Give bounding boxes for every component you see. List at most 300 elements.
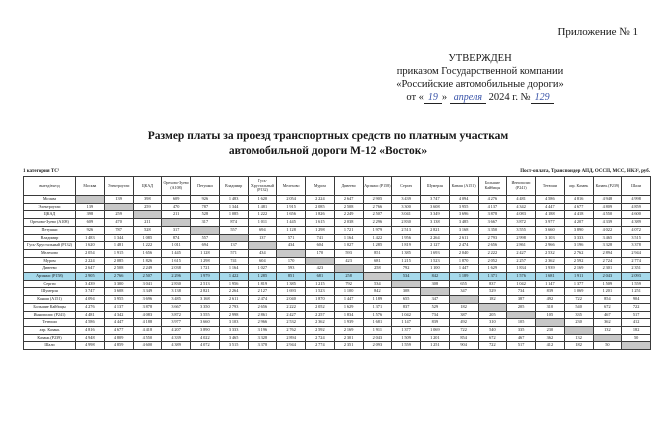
column-header: Большие Кайбицы [478,177,507,196]
toll-cell: 3 138 [162,288,191,296]
toll-cell: 2 592 [306,326,335,334]
toll-cell: 655 [392,296,421,304]
toll-cell: 609 [76,219,105,227]
toll-cell: 2 222 [277,303,306,311]
toll-cell: 741 [219,257,248,265]
toll-cell: 2 861 [248,311,277,319]
toll-cell: 2 169 [334,326,363,334]
toll-cell: 2 793 [219,303,248,311]
toll-cell: 1 422 [219,273,248,281]
column-header: Казань (Р239) [593,177,622,196]
row-label: Мелехово [24,249,76,257]
toll-cell: 1 620 [248,196,277,204]
toll-cell: 2 169 [564,265,593,273]
toll-cell: 4 998 [622,196,651,204]
toll-cell: 3 878 [478,211,507,219]
toll-cell: 1 128 [191,249,220,257]
toll-cell: 259 [133,203,162,211]
column-header: Иннополис (Р241) [507,177,536,196]
toll-cell: 4 550 [593,211,622,219]
approval-line-3: «Российские автомобильные дороги» [396,79,564,90]
toll-cell: 2 043 [363,334,392,342]
toll-cell: 2 474 [248,296,277,304]
toll-cell: 4 948 [76,334,105,342]
toll-cell: 4 998 [76,342,105,350]
toll-cell: 4 586 [76,319,105,327]
toll-cell: 3 465 [593,234,622,242]
toll-cell: 2 222 [478,249,507,257]
toll-cell [507,311,536,319]
toll-cell: 3 378 [248,342,277,350]
toll-cell: 4 948 [593,196,622,204]
toll-cell: 874 [219,219,248,227]
toll-cell: 211 [162,211,191,219]
column-header: Арзамас (Р158) [363,177,392,196]
toll-cell: 4 188 [536,211,565,219]
toll-cell [248,242,277,250]
toll-cell: 2 474 [449,242,478,250]
toll-cell: 4 342 [507,203,536,211]
toll-cell: 2 774 [306,342,335,350]
payment-methods-label: Пост-оплата, Транспондер АПД, ОССП, МСС, НКЗ², руб. [520,169,650,174]
toll-cell: 205 [507,303,536,311]
toll-cell: 3 138 [421,219,450,227]
toll-cell: 1 251 [421,342,450,350]
toll-cell: 398 [133,196,162,204]
toll-cell: 4 137 [104,303,133,311]
toll-cell: 1 042 [392,311,421,319]
toll-cell [334,265,363,273]
toll-cell: 528 [191,211,220,219]
toll-cell: 3 350 [478,226,507,234]
toll-cell: 2 093 [363,342,392,350]
toll-cell: 2 085 [104,257,133,265]
toll-cell: 470 [162,203,191,211]
table-row [24,326,651,334]
toll-cell: 1 164 [334,234,363,242]
toll-cell: 170 [277,257,306,265]
toll-cell: 412 [622,319,651,327]
toll-cell: 2 301 [593,265,622,273]
toll-cell: 1 576 [507,273,536,281]
toll-cell: 672 [593,303,622,311]
toll-cell: 517 [622,311,651,319]
toll-cell: 434 [277,242,306,250]
toll-cell: 4 342 [104,311,133,319]
toll-cell: 1 215 [306,280,335,288]
toll-cell: 230 [536,326,565,334]
toll-cell: 4 600 [622,211,651,219]
toll-cell: 492 [449,319,478,327]
toll-cell: 837 [478,280,507,288]
toll-cell: 528 [133,226,162,234]
toll-cell: 182 [622,326,651,334]
toll-cell: 1 147 [536,280,565,288]
toll-cell: 2 592 [564,257,593,265]
column-header: Тетюши [536,177,565,196]
toll-cell: 3 515 [622,234,651,242]
toll-cell: 1 870 [306,296,335,304]
column-header: Владимир [219,177,248,196]
toll-cell: 1 915 [104,249,133,257]
toll-cell: 839 [421,319,450,327]
toll-cell: 787 [104,226,133,234]
toll-cell: 741 [306,234,335,242]
toll-cell: 3 555 [191,311,220,319]
toll-cell: 1 826 [306,211,335,219]
table-row [24,280,651,288]
toll-cell: 2 774 [622,257,651,265]
toll-cell: 1 559 [622,280,651,288]
toll-cell: 3 485 [449,219,478,227]
toll-cell: 4 207 [564,219,593,227]
toll-cell: 540 [564,303,593,311]
toll-cell: 3 747 [76,288,105,296]
toll-cell: 3 333 [219,326,248,334]
toll-cell: 2 040 [277,296,306,304]
toll-cell: 3 300 [104,280,133,288]
column-header: Шумерля [421,177,450,196]
toll-cell: 335 [564,311,593,319]
row-label: Иннополис (Р241) [24,311,76,319]
toll-cell: 362 [593,319,622,327]
toll-cell: 2 127 [248,288,277,296]
toll-cell: 2 611 [449,234,478,242]
row-label: Электроугли [24,203,76,211]
toll-cell: 2 647 [334,196,363,204]
toll-cell: 2 249 [133,265,162,273]
toll-cell: 1 100 [334,288,363,296]
table-row [24,257,651,265]
toll-cell: 609 [162,196,191,204]
toll-cell: 50 [593,342,622,350]
toll-cell: 1 371 [478,273,507,281]
toll-cell: 2 762 [277,326,306,334]
toll-cell: 412 [536,342,565,350]
toll-cell: 2 257 [507,257,536,265]
toll-cell: 3 890 [191,326,220,334]
toll-cell: 1 615 [306,219,335,227]
toll-cell: 205 [478,311,507,319]
toll-cell: 904 [449,342,478,350]
toll-cell [162,219,191,227]
toll-cell: 2 656 [478,242,507,250]
toll-cell: 3 378 [622,242,651,250]
toll-cell: 3 465 [219,334,248,342]
toll-cell: 1 629 [334,303,363,311]
toll-cell: 1 915 [277,203,306,211]
toll-cell: 398 [76,211,105,219]
toll-cell: 467 [593,311,622,319]
toll-cell: 182 [564,342,593,350]
toll-cell: 3 955 [104,296,133,304]
toll-cell: 2 052 [478,257,507,265]
toll-cell: 4 816 [76,326,105,334]
toll-cell: 317 [191,219,220,227]
toll-cell: 4 137 [478,203,507,211]
column-header: ЦКАД [133,177,162,196]
toll-cell: 1 385 [392,249,421,257]
toll-cell: 1 483 [76,234,105,242]
toll-cell: 1 222 [133,242,162,250]
toll-cell: 1 509 [392,334,421,342]
toll-cell: 557 [191,234,220,242]
column-header: Петушки [191,177,220,196]
toll-cell: 1 011 [248,219,277,227]
toll-cell: 4 083 [133,311,162,319]
toll-cell: 3 103 [536,234,565,242]
toll-cell: 1 285 [248,273,277,281]
toll-cell: 3 872 [162,311,191,319]
toll-cell: 694 [248,226,277,234]
toll-cell: 1 681 [363,319,392,327]
toll-cell: 1 085 [133,234,162,242]
toll-cell: 1 721 [191,265,220,273]
toll-cell: 2 894 [277,334,306,342]
toll-cell: 2 296 [162,273,191,281]
toll-cell: 2 944 [622,249,651,257]
toll-cell: 2 127 [421,242,450,250]
toll-cell: 854 [449,334,478,342]
row-label: Муром [24,257,76,265]
toll-cell: 3 667 [162,303,191,311]
toll-cell: 3 878 [133,303,162,311]
toll-cell: 1 721 [334,226,363,234]
toll-cell: 2 724 [593,257,622,265]
toll-cell: 2 944 [277,342,306,350]
toll-cell: 258 [334,273,363,281]
toll-cell: 2 905 [363,196,392,204]
toll-cell: 132 [564,334,593,342]
table-row [24,249,651,257]
toll-cell: 317 [162,226,191,234]
toll-cell: 2 894 [593,249,622,257]
toll-cell: 3 196 [248,326,277,334]
toll-cell: 170 [306,249,335,257]
toll-cell [133,211,162,219]
row-label: Шали [24,342,76,350]
toll-cell: 2 085 [306,203,335,211]
toll-cell: 2 830 [162,280,191,288]
toll-cell: 2 966 [536,242,565,250]
row-label: Шумерля [24,288,76,296]
toll-cell: 4 072 [622,226,651,234]
toll-cell: 2 611 [219,296,248,304]
toll-cell: 387 [507,296,536,304]
toll-cell: 434 [248,249,277,257]
toll-cell: 4 816 [564,196,593,204]
toll-cell: 3 439 [392,196,421,204]
toll-cell: 842 [421,273,450,281]
toll-cell [363,273,392,281]
toll-cell: 2 362 [306,319,335,327]
toll-cell: 1 523 [421,257,450,265]
toll-cell: 2 766 [363,203,392,211]
toll-cell: 1 147 [392,319,421,327]
row-label: ЦКАД [24,211,76,219]
toll-cell: 2 513 [392,226,421,234]
toll-cell: 139 [104,196,133,204]
page-title-line-1: Размер платы за проезд транспортных средств по платным участкам [147,130,509,142]
toll-cell: 1 371 [363,303,392,311]
toll-cell: 423 [306,265,335,273]
toll-cell: 854 [593,296,622,304]
toll-cell: 1 377 [392,326,421,334]
toll-cell: 137 [248,234,277,242]
toll-cell: 3 168 [191,296,220,304]
toll-cell: 1 069 [421,326,450,334]
toll-cell: 2 532 [536,249,565,257]
toll-cell: 1 447 [334,296,363,304]
toll-cell: 2 830 [392,219,421,227]
toll-cell: 1 042 [507,280,536,288]
table-row [24,203,651,211]
row-label: аэр. Казань [24,326,76,334]
toll-cell: 851 [277,273,306,281]
toll-cell: 2 762 [564,249,593,257]
column-header: Москва [76,177,105,196]
corner-header-cell: выезд/въезд [24,177,76,196]
toll-cell: 842 [363,288,392,296]
toll-cell: 839 [536,288,565,296]
date-prefix: от « [406,92,424,103]
toll-cell: 604 [306,242,335,250]
toll-cell [593,334,622,342]
toll-cell: 2 532 [277,319,306,327]
toll-cell: 571 [277,234,306,242]
toll-cell: 2 038 [162,265,191,273]
toll-cell: 1 344 [219,203,248,211]
toll-cell: 2 861 [507,242,536,250]
toll-cell: 308 [392,288,421,296]
toll-cell: 1 681 [536,273,565,281]
toll-cell: 1 027 [334,242,363,250]
toll-cell: 4 188 [133,319,162,327]
toll-cell: 3 300 [392,203,421,211]
row-label: Москва [24,196,76,204]
row-label: Владимир [24,234,76,242]
toll-cell: 2 351 [622,265,651,273]
row-label: Тетюши [24,319,76,327]
row-label: Большие Кайбицы [24,303,76,311]
toll-cell: 681 [306,273,335,281]
toll-cell: 4 094 [449,196,478,204]
vehicle-category-label: 1 категория ТС¹ [23,169,60,174]
table-row [24,296,651,304]
table-row [24,342,651,350]
toll-cell: 1 693 [421,249,450,257]
row-label: Петушки [24,226,76,234]
toll-cell: 4 276 [478,196,507,204]
toll-cell: 534 [392,273,421,281]
toll-cell: 182 [478,296,507,304]
toll-cell: 4 339 [593,219,622,227]
header-row [24,177,651,196]
toll-cell: 3 667 [478,219,507,227]
toll-cell: 4 389 [162,342,191,350]
toll-cell: 3 349 [133,288,162,296]
toll-cell: 1 215 [392,257,421,265]
column-header: Мелехово [277,177,306,196]
table-row [24,219,651,227]
toll-cell: 734 [507,288,536,296]
toll-cell: 2 905 [76,273,105,281]
toll-cell: 310 [536,303,565,311]
toll-cell: 2 766 [104,273,133,281]
toll-cell [219,234,248,242]
table-row [24,334,651,342]
toll-cell: 604 [248,257,277,265]
toll-cell: 1 911 [363,326,392,334]
toll-cell: 3 041 [133,280,162,288]
toll-cell: 1 251 [622,288,651,296]
toll-cell: 3 196 [564,242,593,250]
toll-cell: 1 481 [248,203,277,211]
toll-cell: 4 481 [507,196,536,204]
approval-date-line [310,91,650,104]
toll-cell [421,288,450,296]
toll-cell: 3 168 [449,226,478,234]
toll-cell: 259 [104,211,133,219]
toll-cell: 1 939 [334,319,363,327]
column-header: Электроугли [104,177,133,196]
toll-cell: 4 022 [191,334,220,342]
toll-cell [191,226,220,234]
table-row [24,196,651,204]
toll-cell: 2 507 [363,211,392,219]
toll-cell: 1 656 [133,249,162,257]
page-title [0,129,656,159]
toll-cell [306,257,335,265]
toll-cell: 4 550 [133,334,162,342]
toll-cell: 4 859 [104,342,133,350]
toll-cell: 926 [76,226,105,234]
toll-cell: 557 [219,226,248,234]
toll-cell: 1 615 [162,257,191,265]
toll-cell: 1 870 [449,257,478,265]
toll-cell: 1 483 [219,196,248,204]
toll-cell: 672 [478,334,507,342]
toll-cell: 4 447 [536,203,565,211]
toll-cell: 3 328 [248,334,277,342]
toll-cell: 2 301 [334,334,363,342]
column-header: Шали [622,177,651,196]
toll-cell: 137 [219,242,248,250]
toll-cell: 1 189 [449,273,478,281]
toll-cell: 2 647 [76,265,105,273]
table-row [24,288,651,296]
toll-cell: 105 [536,311,565,319]
date-mid: » [441,92,448,103]
toll-cell: 2 224 [76,257,105,265]
toll-cell: 529 [478,288,507,296]
toll-cell: 2 793 [478,234,507,242]
toll-cell: 4 022 [593,226,622,234]
toll-cell: 2 264 [421,234,450,242]
toll-cell: 593 [334,249,363,257]
toll-cell: 1 979 [363,226,392,234]
toll-cell: 3 608 [104,288,133,296]
toll-cell: 3 041 [392,211,421,219]
toll-cell: 2 224 [306,196,335,204]
toll-cell: 1 911 [564,273,593,281]
toll-cell: 230 [564,319,593,327]
row-label: Сергач [24,280,76,288]
toll-cell: 1 385 [277,280,306,288]
toll-cell: 722 [449,326,478,334]
toll-cell: 492 [536,296,565,304]
toll-cell: 787 [191,203,220,211]
